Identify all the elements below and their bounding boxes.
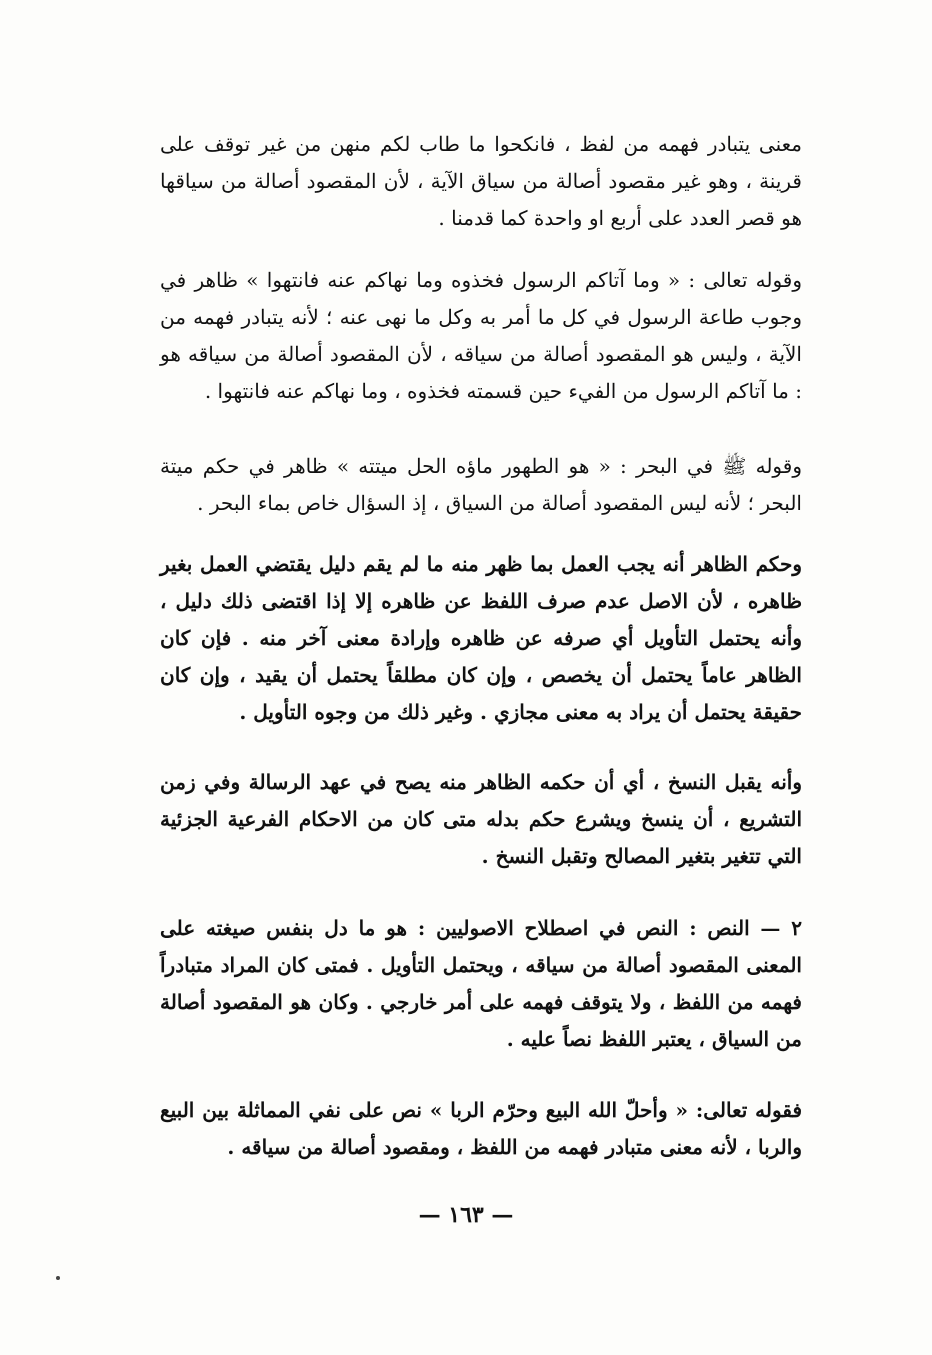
scan-speck	[56, 1276, 60, 1280]
paragraph-5-text: وأنه يقبل النسخ ، أي أن حكمه الظاهر منه يصح في عهد الرسالة وفي زمن التشريع ، أن ينسخ ويشرع حكم بدله متى كان من الاحكام الفرعية الجزئية التي تتغير بتغير المصالح وتقبل النسخ .	[160, 770, 802, 868]
paragraph-6-text: النص في اصطلاح الاصوليين : هو ما دل بنفس صيغته على المعنى المقصود أصالة من سياقه ، ويحتمل التأويل . فمتى كان المراد متبادراً فهمه من اللفظ ، ولا يتوقف فهمه على أمر خارجي . وكان هو المقصود أصالة من السياق ، يعتبر اللفظ نصاً عليه .	[160, 916, 802, 1051]
paragraph-1-text: معنى يتبادر فهمه من لفظ ، فانكحوا ما طاب لكم منهن من غير توقف على قرينة ، وهو غير مقصود أصالة من سياق الآية ، لأن المقصود أصالة من سياقها هو قصر العدد على أربع او واحدة كما قدمنا .	[160, 132, 802, 230]
paragraph-7-text: فقوله تعالى: « وأحلّ الله البيع وحرّم الربا » نص على نفي المماثلة بين البيع والربا ، لأنه معنى متبادر فهمه من اللفظ ، ومقصود أصالة من سياقه .	[160, 1098, 802, 1159]
paragraph-1	[160, 126, 802, 237]
paragraph-3	[160, 448, 802, 522]
paragraph-3-text: وقوله ﷺ في البحر : « هو الطهور ماؤه الحل ميتته » ظاهر في حكم ميتة البحر ؛ لأنه ليس المقصود أصالة من السياق ، إذ السؤال خاص بماء البحر .	[160, 454, 802, 515]
section-heading-nass: ٢ — النص :	[689, 916, 803, 940]
paragraph-7	[160, 1092, 802, 1166]
paragraph-2	[160, 262, 802, 410]
paragraph-4	[160, 546, 802, 731]
paragraph-5	[160, 764, 802, 875]
paragraph-2-text: وقوله تعالى : « وما آتاكم الرسول فخذوه وما نهاكم عنه فانتهوا » ظاهر في وجوب طاعة الرسول في كل ما أمر به وكل ما نهى عنه ؛ لأنه يتبادر فهمه من الآية ، وليس هو المقصود أصالة من سياقه ، لأن المقصود أصالة من سياقه هو : ما آتاكم الرسول من الفيء حين قسمته فخذوه ، وما نهاكم عنه فانتهوا .	[160, 268, 802, 403]
page-number: — ١٦٣ —	[418, 1202, 514, 1228]
paragraph-6-nass-definition	[160, 910, 802, 1058]
paragraph-4-text: وحكم الظاهر أنه يجب العمل بما ظهر منه ما لم يقم دليل يقتضي العمل بغير ظاهره ، لأن الاصل عدم صرف اللفظ عن ظاهره إلا إذا اقتضى ذلك دليل ، وأنه يحتمل التأويل أي صرفه عن ظاهره وإرادة معنى آخر منه . فإن كان الظاهر عاماً يحتمل أن يخصص ، وإن كان مطلقاً يحتمل أن يقيد ، وإن كان حقيقة يحتمل أن يراد به معنى مجازي . وغير ذلك من وجوه التأويل .	[160, 552, 802, 724]
